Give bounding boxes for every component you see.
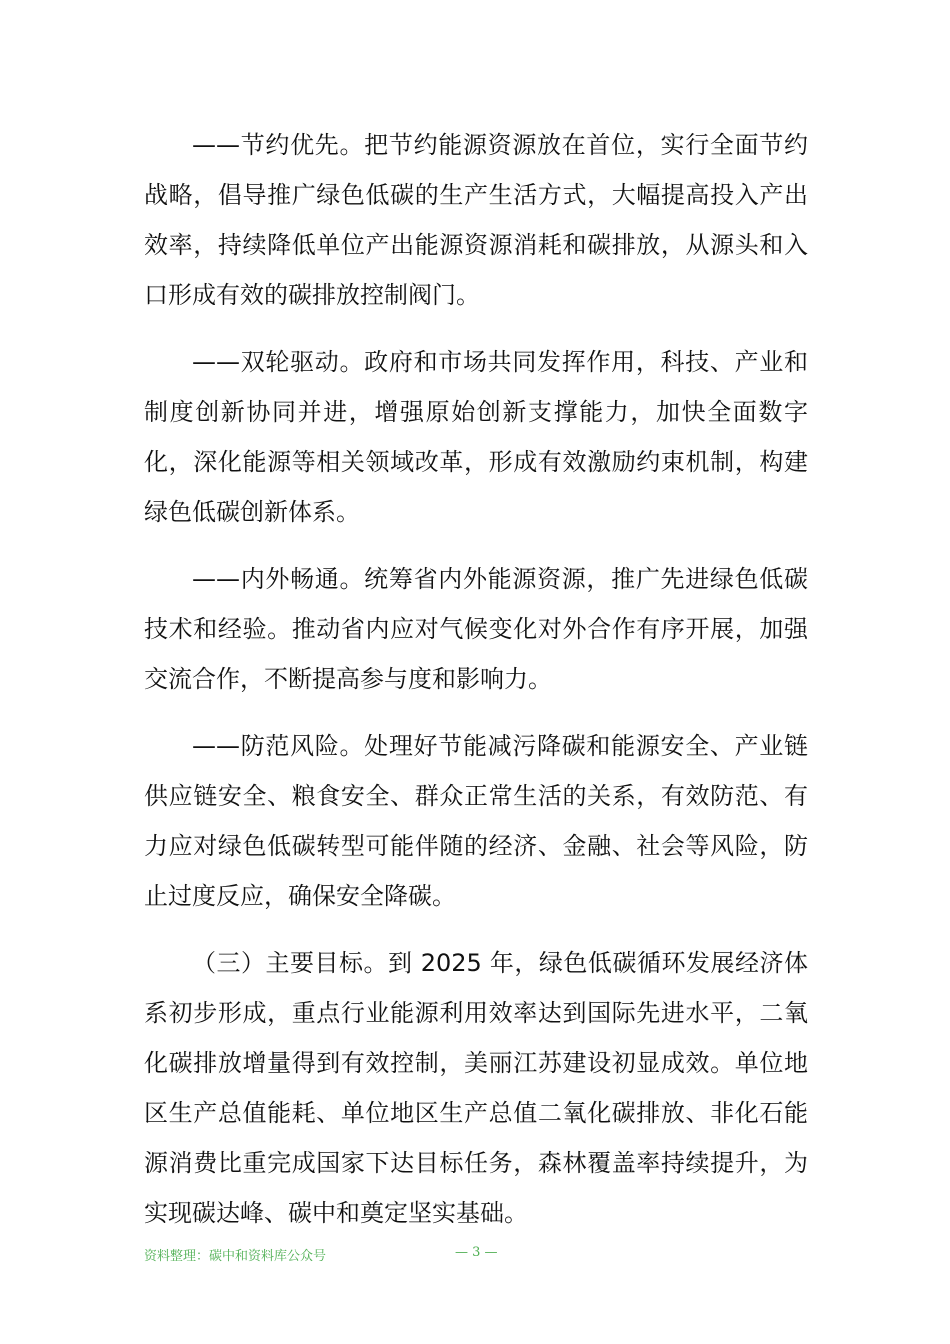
footer-source: 资料整理：碳中和资料库公众号 xyxy=(144,1249,327,1264)
paragraph-main-goals: （三）主要目标。到 2025 年，绿色低碳循环发展经济体系初步形成，重点行业能源利用效率达到国际先进水平，二氧化碳排放增量得到有效控制，美丽江苏建设初显成效。单位地区生产总值能耗、单位地区生产总值二氧化碳排放、非化石能源消费比重完成国家下达目标任务，森林覆盖率持续提升，为实现碳达峰、碳中和奠定坚实基础。 xyxy=(144,949,808,1227)
body-text xyxy=(144,120,808,1255)
paragraph-internal-external: ——内外畅通。统筹省内外能源资源，推广先进绿色低碳技术和经验。推动省内应对气候变化对外合作有序开展，加强交流合作，不断提高参与度和影响力。 xyxy=(144,565,808,693)
paragraph-dual-drive: ——双轮驱动。政府和市场共同发挥作用，科技、产业和制度创新协同并进，增强原始创新支撑能力，加快全面数字化，深化能源等相关领域改革，形成有效激励约束机制，构建绿色低碳创新体系。 xyxy=(144,348,808,526)
paragraph-risk-prevention: ——防范风险。处理好节能减污降碳和能源安全、产业链供应链安全、粮食安全、群众正常生活的关系，有效防范、有力应对绿色低碳转型可能伴随的经济、金融、社会等风险，防止过度反应，确保安全降碳。 xyxy=(144,732,808,910)
page-number: — 3 — xyxy=(455,1245,498,1260)
paragraph-saving-priority: ——节约优先。把节约能源资源放在首位，实行全面节约战略，倡导推广绿色低碳的生产生活方式，大幅提高投入产出效率，持续降低单位产出能源资源消耗和碳排放，从源头和入口形成有效的碳排放控制阀门。 xyxy=(144,131,808,309)
